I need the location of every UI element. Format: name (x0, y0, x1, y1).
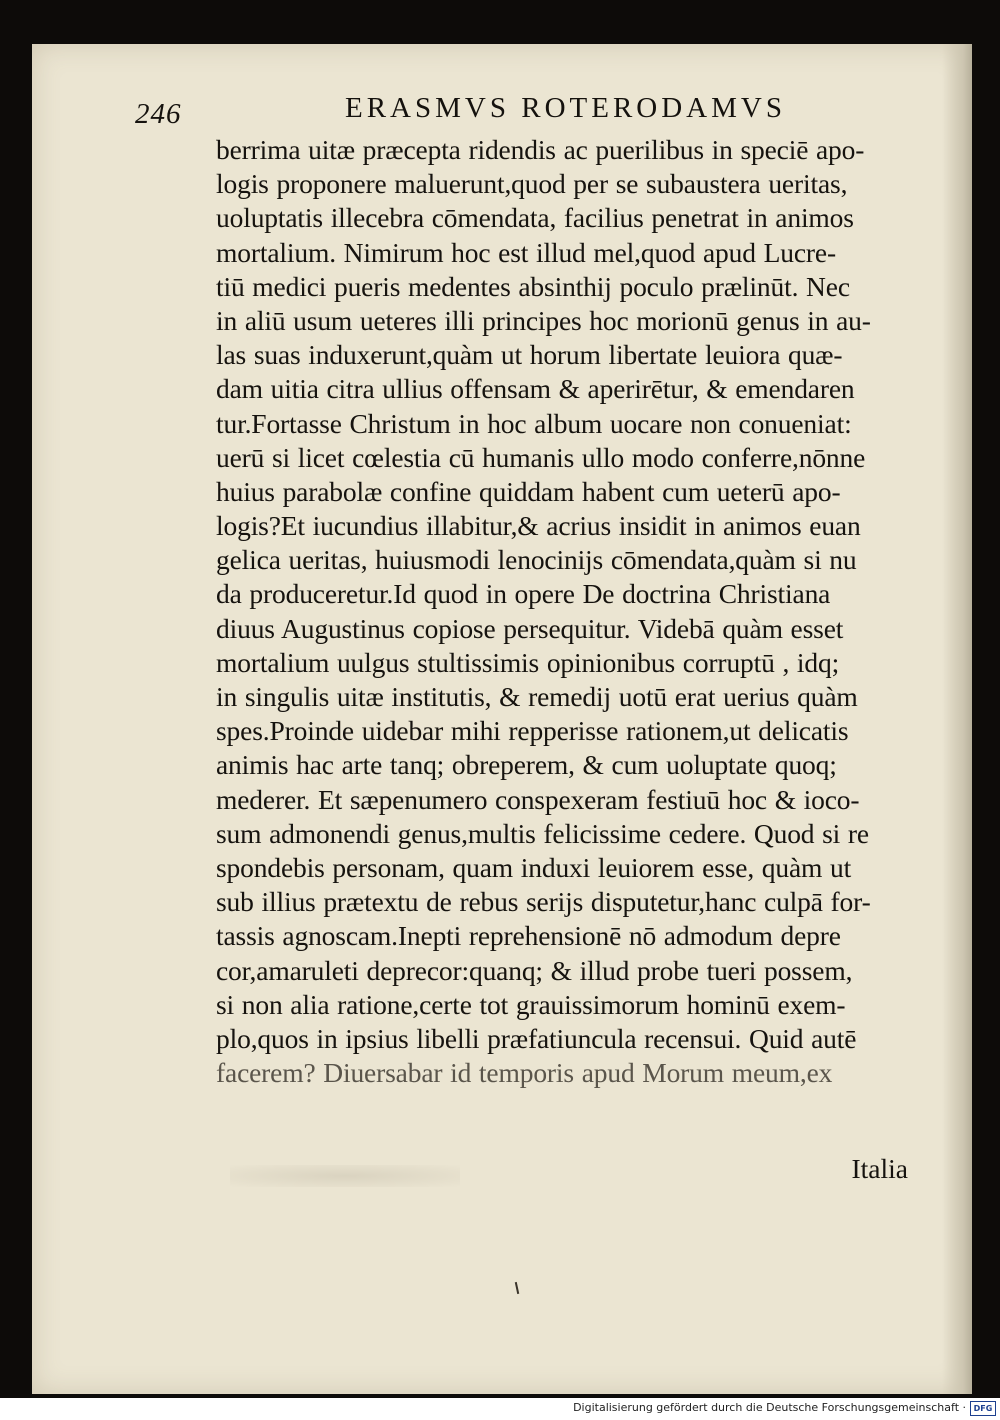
text-line: mederer. Et sæpenumero conspexeram festiuū hoc & ioco- (216, 783, 860, 815)
page-edge-shadow (942, 44, 972, 1394)
text-line: spondebis personam, quam induxi leuiorem esse, quàm ut (216, 851, 852, 883)
text-line: las suas induxerunt,quàm ut horum libertate leuiora quæ- (216, 339, 843, 371)
text-line: in aliū usum ueteres illi principes hoc morionū genus in au- (216, 304, 871, 336)
text-line: animis hac arte tanq; obreperem, & cum uoluptate quoq; (216, 749, 837, 781)
dfg-logo-icon: DFG (970, 1401, 996, 1416)
text-line: in singulis uitæ institutis, & remedij uotū erat uerius quàm (216, 681, 858, 712)
text-line: plo,quos in ipsius libelli præfatiuncula recensui. Quid autē (216, 1022, 857, 1054)
footer-credit: Digitalisierung gefördert durch die Deutsche Forschungsgemeinschaft · (573, 1401, 966, 1414)
text-line: tur.Fortasse Christum in hoc album uocare non conueniat: (216, 407, 852, 439)
text-line: mortalium. Nimirum hoc est illud mel,quod apud Lucre- (216, 236, 836, 268)
page-number: 246 (135, 98, 182, 130)
text-line: uoluptatis illecebra cōmendata, facilius penetrat in animos (216, 202, 854, 234)
text-line: huius parabolæ confine quiddam habent cum ueterū apo- (216, 475, 841, 507)
body-text (216, 133, 938, 1090)
catchword: Italia (851, 1153, 908, 1184)
text-line: berrima uitæ præcepta ridendis ac puerilibus in speciē apo- (216, 134, 865, 165)
text-line: diuus Augustinus copiose persequitur. Videbā quàm esset (216, 612, 844, 644)
text-line: tassis agnoscam.Inepti reprehensionē nō admodum depre (216, 920, 841, 952)
text-line: sum admonendi genus,multis felicissime cedere. Quod si re (216, 817, 869, 849)
footer-strip (0, 1398, 1000, 1420)
text-line: cor,amaruleti deprecor:quanq; & illud probe tueri possem, (216, 954, 853, 986)
text-line: tiū medici pueris medentes absinthij poculo prælinūt. Nec (216, 270, 850, 302)
text-line: gelica ueritas, huiusmodi lenocinijs cōmendata,quàm si nu (216, 544, 857, 576)
text-line: spes.Proinde uidebar mihi repperisse rationem,ut delicatis (216, 715, 849, 747)
text-line: si non alia ratione,certe tot grauissimorum hominū exem- (216, 988, 846, 1020)
text-line: uerū si licet cœlestia cū humanis ullo modo conferre,nōnne (216, 441, 866, 473)
text-line: sub illius prætextu de rebus serijs disputetur,hanc culpā for- (216, 886, 871, 918)
text-line: facerem? Diuersabar id temporis apud Morum meum,ex (216, 1057, 833, 1089)
text-line: logis proponere maluerunt,quod per se subaustera ueritas, (216, 168, 848, 200)
text-line: logis?Et iucundius illabitur,& acrius insidit in animos euan (216, 510, 861, 542)
text-line: da produceretur.Id quod in opere De doctrina Christiana (216, 578, 831, 610)
text-line: dam uitia citra ullius offensam & aperirētur, & emendaren (216, 373, 855, 405)
running-head: ERASMVS ROTERODAMVS (345, 92, 786, 124)
paper-stain (230, 1165, 460, 1187)
text-line: mortalium uulgus stultissimis opinionibus corruptū , idq; (216, 646, 840, 678)
